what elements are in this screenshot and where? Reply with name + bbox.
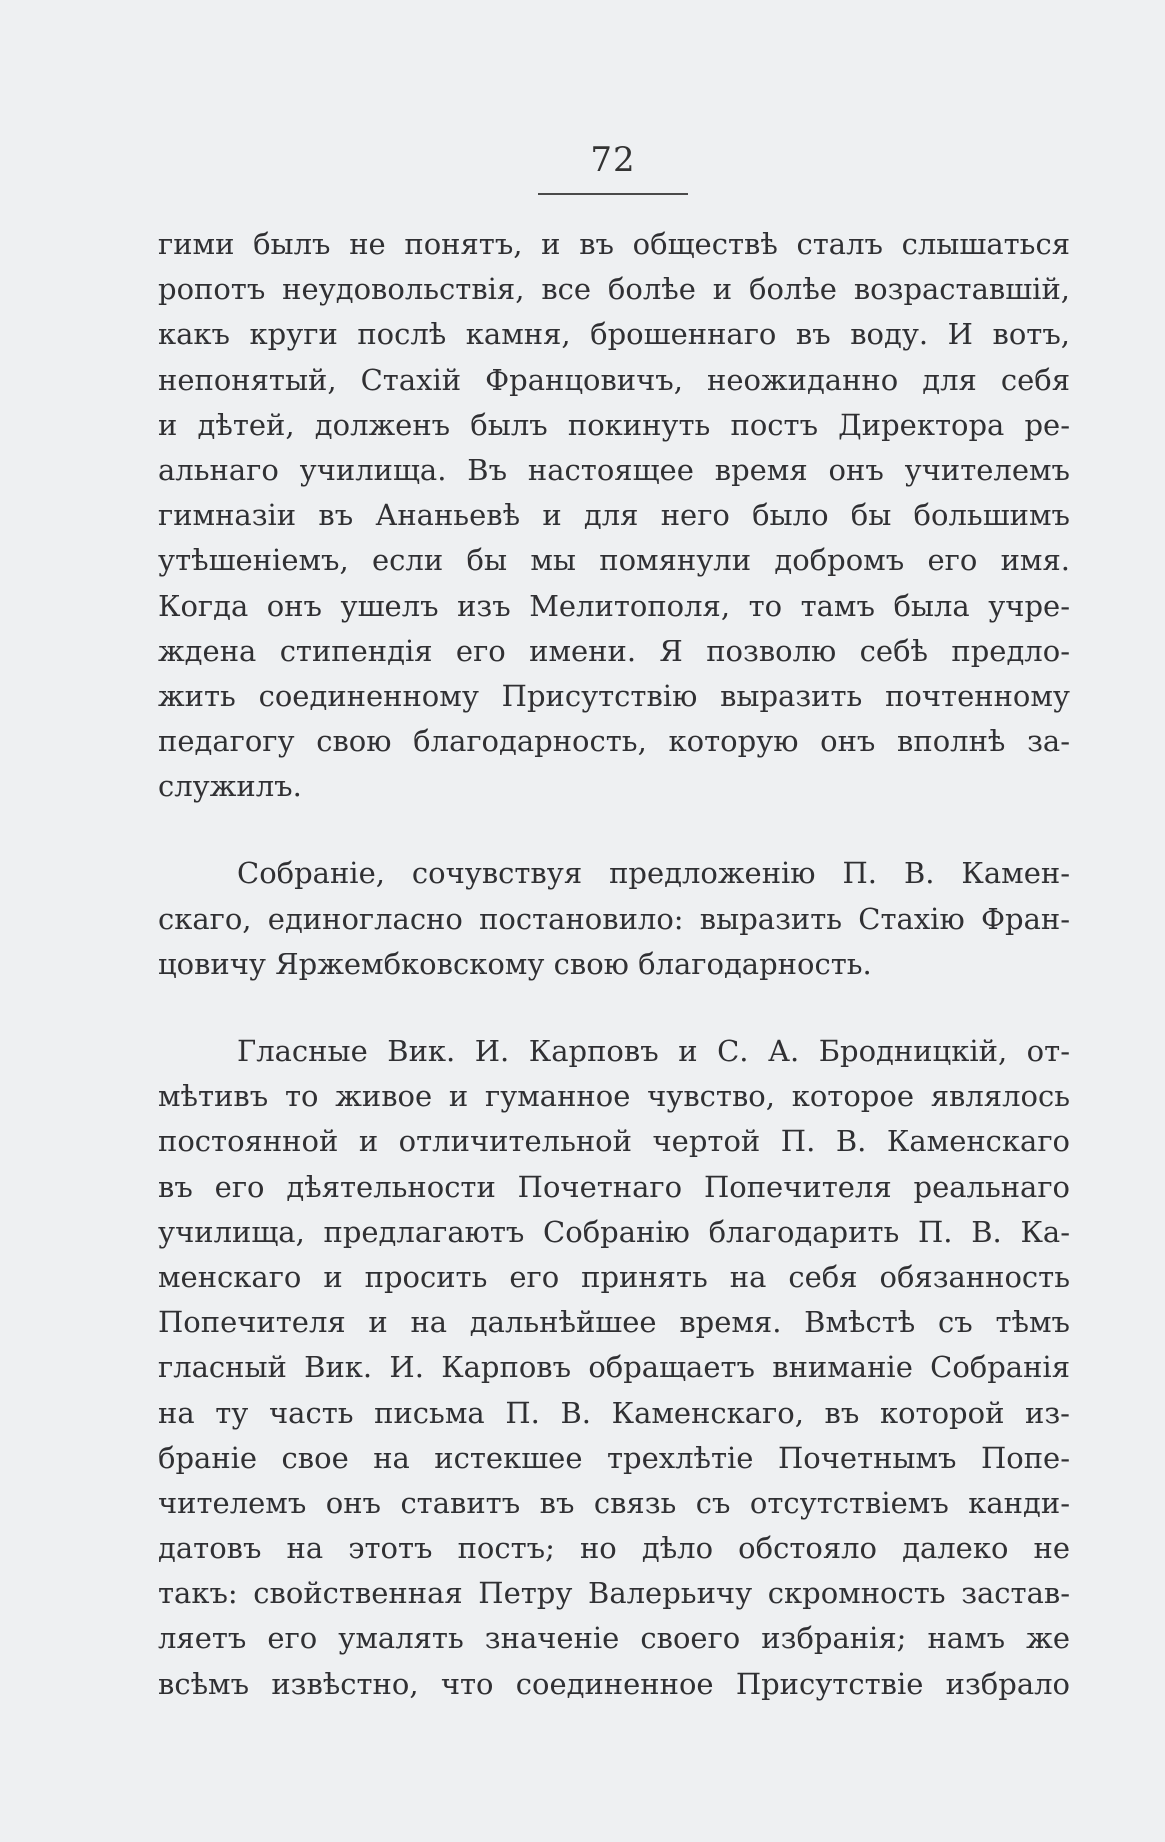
header-rule (538, 193, 688, 195)
page-number: 72 (590, 140, 636, 180)
text-line: ропотъ неудовольствія, все болѣе и болѣе возраставшій, (158, 272, 1070, 307)
text-line: ляетъ его умалять значеніе своего избранія; намъ же (158, 1621, 1070, 1656)
text-line: училища, предлагаютъ Собранію благодарить П. В. Ка- (158, 1214, 1070, 1249)
paragraph-3 (158, 1029, 1070, 1707)
paragraph-2 (158, 851, 1070, 987)
text-line: постоянной и отличительной чертой П. В. Каменскаго (158, 1124, 1070, 1159)
text-line: гимназіи въ Ананьевѣ и для него было бы большимъ (158, 498, 1070, 533)
text-line: Гласные Вик. И. Карповъ и С. А. Бродницкій, от- (237, 1034, 1070, 1068)
text-line: альнаго училища. Въ настоящее время онъ учителемъ (158, 452, 1070, 487)
paragraph-1 (158, 222, 1070, 809)
text-line: педагогу свою благодарность, которую онъ вполнѣ за- (158, 724, 1070, 759)
text-line: утѣшеніемъ, если бы мы помянули добромъ его имя. (158, 543, 1070, 578)
text-line: цовичу Яржембковскому свою благодарность. (158, 946, 872, 981)
text-line: браніе свое на истекшее трехлѣтіе Почетнымъ Попе- (158, 1440, 1070, 1475)
text-line: менскаго и просить его принять на себя обязанность (158, 1259, 1070, 1294)
text-line: служилъ. (158, 769, 302, 804)
text-line: гласный Вик. И. Карповъ обращаетъ вниманіе Собранія (158, 1350, 1070, 1385)
text-line: какъ круги послѣ камня, брошеннаго въ воду. И вотъ, (158, 317, 1070, 352)
text-line: Попечителя и на дальнѣйшее время. Вмѣстѣ съ тѣмъ (158, 1305, 1070, 1340)
text-line: на ту часть письма П. В. Каменскаго, въ которой из- (158, 1395, 1070, 1430)
text-line: гими былъ не понятъ, и въ обществѣ сталъ слышаться (158, 227, 1070, 261)
paragraph-gap (158, 987, 1070, 1029)
text-line: мѣтивъ то живое и гуманное чувство, которое являлось (158, 1079, 1070, 1114)
text-line: скаго, единогласно постановило: выразить Стахію Фран- (158, 901, 1070, 936)
paragraph-gap (158, 809, 1070, 851)
text-line: Когда онъ ушелъ изъ Мелитополя, то тамъ была учре- (158, 588, 1070, 623)
text-line: ждена стипендія его имени. Я позволю себѣ предло- (158, 633, 1070, 668)
text-line: непонятый, Стахій Францовичъ, неожиданно для себя (158, 362, 1070, 397)
page-number-header (533, 140, 693, 180)
text-line: въ его дѣятельности Почетнаго Попечителя реальнаго (158, 1169, 1070, 1204)
text-line: Собраніе, сочувствуя предложенію П. В. Камен- (237, 856, 1070, 891)
text-line: датовъ на этотъ постъ; но дѣло обстояло далеко не (158, 1531, 1070, 1566)
text-line: всѣмъ извѣстно, что соединенное Присутствіе избрало (158, 1666, 1070, 1701)
body-text (158, 222, 1070, 1707)
text-line: такъ: свойственная Петру Валерьичу скромность застав- (158, 1576, 1070, 1611)
text-line: жить соединенному Присутствію выразить почтенному (158, 678, 1070, 713)
text-line: чителемъ онъ ставитъ въ связь съ отсутствіемъ канди- (158, 1485, 1070, 1520)
text-line: и дѣтей, долженъ былъ покинуть постъ Директора ре- (158, 407, 1070, 442)
